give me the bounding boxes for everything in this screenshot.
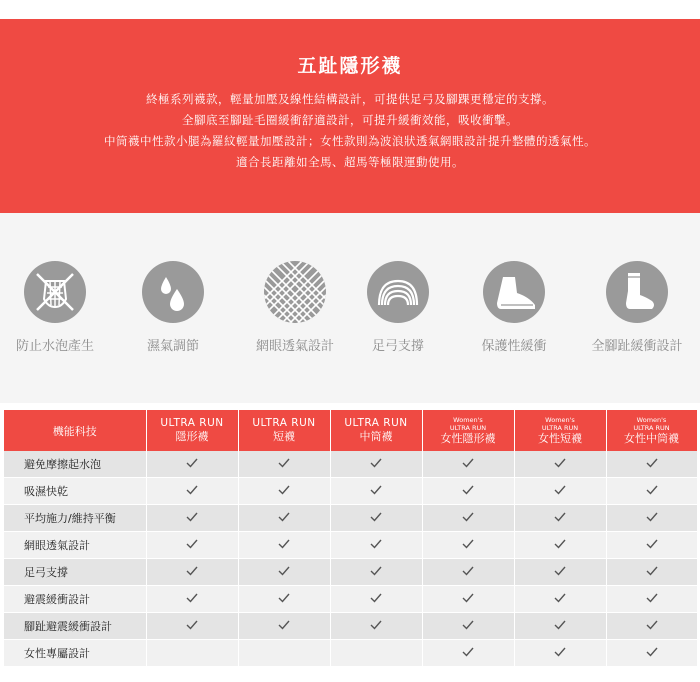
- check-icon: [646, 620, 658, 630]
- check-icon: [370, 539, 382, 549]
- check-icon: [554, 593, 566, 603]
- check-icon: [186, 458, 198, 468]
- table-row: [4, 559, 697, 586]
- table-header-row: [4, 410, 697, 451]
- table-cell: [146, 559, 238, 586]
- banner-line: 終極系列襪款，輕量加壓及線性結構設計，可提供足弓及腳踝更穩定的支撐。: [146, 92, 554, 106]
- table-cell: [422, 451, 514, 478]
- check-icon: [646, 512, 658, 522]
- banner-line: 中筒襪中性款小腿為羅紋輕量加壓設計；女性款則為波浪狀透氣網眼設計提升整體的透氣性。: [104, 134, 596, 148]
- check-icon: [646, 539, 658, 549]
- feature-arch-support: [338, 261, 458, 354]
- check-icon: [278, 512, 290, 522]
- table-cell: [606, 451, 697, 478]
- check-icon: [370, 566, 382, 576]
- check-icon: [370, 512, 382, 522]
- table-cell: [146, 478, 238, 505]
- table-row: [4, 478, 697, 505]
- table-cell: [514, 559, 606, 586]
- mesh-icon: [264, 261, 326, 323]
- row-feature-name: 女性專屬設計: [4, 640, 146, 667]
- table-cell: [606, 613, 697, 640]
- check-icon: [554, 647, 566, 657]
- table-cell: [422, 586, 514, 613]
- row-feature-name: 避免摩擦起水泡: [4, 451, 146, 478]
- hero-banner: [0, 19, 700, 213]
- row-feature-name: 吸濕快乾: [4, 478, 146, 505]
- table-cell: [238, 451, 330, 478]
- row-feature-name: 網眼透氣設計: [4, 532, 146, 559]
- check-icon: [186, 539, 198, 549]
- check-icon: [278, 620, 290, 630]
- check-icon: [186, 566, 198, 576]
- check-icon: [186, 620, 198, 630]
- column-header: ULTRA RUN 中筒襪: [330, 410, 422, 451]
- table-cell: [422, 532, 514, 559]
- table-cell: [422, 613, 514, 640]
- feature-no-blister: [0, 261, 115, 354]
- comparison-table: [4, 410, 698, 667]
- row-feature-name: 避震緩衝設計: [4, 586, 146, 613]
- table-cell: [514, 586, 606, 613]
- table-cell: [514, 478, 606, 505]
- table-cell: [146, 532, 238, 559]
- check-icon: [278, 566, 290, 576]
- table-cell: [330, 559, 422, 586]
- check-icon: [278, 539, 290, 549]
- check-icon: [278, 458, 290, 468]
- check-icon: [462, 458, 474, 468]
- column-header: ULTRA RUN 短襪: [238, 410, 330, 451]
- table-cell: [238, 505, 330, 532]
- table-row: [4, 505, 697, 532]
- check-icon: [646, 593, 658, 603]
- banner-line: 全腳底至腳趾毛圈緩衝舒適設計，可提升緩衝效能，吸收衝擊。: [182, 113, 518, 127]
- table-row: [4, 586, 697, 613]
- check-icon: [646, 566, 658, 576]
- check-icon: [462, 539, 474, 549]
- table-cell: [330, 478, 422, 505]
- table-cell: [238, 478, 330, 505]
- check-icon: [462, 647, 474, 657]
- table-cell: [146, 613, 238, 640]
- check-icon: [370, 593, 382, 603]
- check-icon: [186, 593, 198, 603]
- check-icon: [186, 485, 198, 495]
- table-cell: [606, 640, 697, 667]
- check-icon: [554, 512, 566, 522]
- banner-title: 五趾隱形襪: [297, 55, 403, 77]
- feature-label: 濕氣調節: [146, 339, 199, 354]
- table-cell: [330, 451, 422, 478]
- table-cell: [330, 586, 422, 613]
- table-cell: [514, 640, 606, 667]
- table-cell: [514, 505, 606, 532]
- table-cell: [422, 559, 514, 586]
- column-header: Women's ULTRA RUN 女性中筒襪: [606, 410, 697, 451]
- arch-support-icon: [367, 261, 429, 323]
- feature-icons-strip: [0, 213, 700, 403]
- feature-moisture: [113, 261, 233, 354]
- table-cell: [330, 613, 422, 640]
- feature-label: 防止水泡產生: [15, 339, 94, 354]
- banner-line: 適合長距離如全馬、超馬等極限運動使用。: [236, 155, 464, 169]
- feature-label: 保護性緩衝: [481, 339, 547, 354]
- table-cell: [422, 478, 514, 505]
- table-cell: [146, 505, 238, 532]
- table-cell: [238, 640, 330, 667]
- column-header: Women's ULTRA RUN 女性隱形襪: [422, 410, 514, 451]
- table-cell: [238, 559, 330, 586]
- table-cell: [606, 478, 697, 505]
- row-feature-name: 足弓支撐: [4, 559, 146, 586]
- table-cell: [238, 586, 330, 613]
- feature-column-header: 機能科技: [4, 410, 146, 451]
- check-icon: [462, 566, 474, 576]
- check-icon: [554, 458, 566, 468]
- table-cell: [146, 451, 238, 478]
- table-cell: [514, 451, 606, 478]
- table-row: [4, 640, 697, 667]
- table-cell: [330, 505, 422, 532]
- table-cell: [422, 640, 514, 667]
- no-blister-icon: [24, 261, 86, 323]
- row-feature-name: 腳趾避震緩衝設計: [4, 613, 146, 640]
- table-row: [4, 613, 697, 640]
- table-cell: [238, 613, 330, 640]
- check-icon: [554, 485, 566, 495]
- banner-description: [0, 89, 700, 173]
- feature-label: 足弓支撐: [371, 339, 424, 354]
- check-icon: [554, 566, 566, 576]
- check-icon: [370, 485, 382, 495]
- table-cell: [606, 559, 697, 586]
- sock-icon: [606, 261, 668, 323]
- table-cell: [514, 613, 606, 640]
- table-cell: [330, 532, 422, 559]
- check-icon: [646, 458, 658, 468]
- table-row: [4, 532, 697, 559]
- table-cell: [146, 586, 238, 613]
- table-row: [4, 451, 697, 478]
- check-icon: [462, 485, 474, 495]
- check-icon: [554, 620, 566, 630]
- check-icon: [554, 539, 566, 549]
- feature-label: 全腳趾緩衝設計: [591, 339, 683, 354]
- row-feature-name: 平均施力/維持平衡: [4, 505, 146, 532]
- check-icon: [370, 458, 382, 468]
- table-cell: [146, 640, 238, 667]
- feature-cushion: [454, 261, 574, 354]
- check-icon: [278, 485, 290, 495]
- check-icon: [462, 512, 474, 522]
- check-icon: [646, 647, 658, 657]
- table-cell: [238, 532, 330, 559]
- column-header: ULTRA RUN 隱形襪: [146, 410, 238, 451]
- table-cell: [606, 505, 697, 532]
- feature-toe-cushion: [577, 261, 697, 354]
- water-drops-icon: [142, 261, 204, 323]
- table-cell: [606, 586, 697, 613]
- check-icon: [370, 620, 382, 630]
- feature-mesh: [235, 261, 355, 354]
- table-cell: [606, 532, 697, 559]
- check-icon: [462, 593, 474, 603]
- check-icon: [186, 512, 198, 522]
- feature-label: 網眼透氣設計: [255, 339, 334, 354]
- table-cell: [422, 505, 514, 532]
- check-icon: [646, 485, 658, 495]
- table-cell: [330, 640, 422, 667]
- check-icon: [278, 593, 290, 603]
- foot-cushion-icon: [483, 261, 545, 323]
- check-icon: [462, 620, 474, 630]
- column-header: Women's ULTRA RUN 女性短襪: [514, 410, 606, 451]
- table-cell: [514, 532, 606, 559]
